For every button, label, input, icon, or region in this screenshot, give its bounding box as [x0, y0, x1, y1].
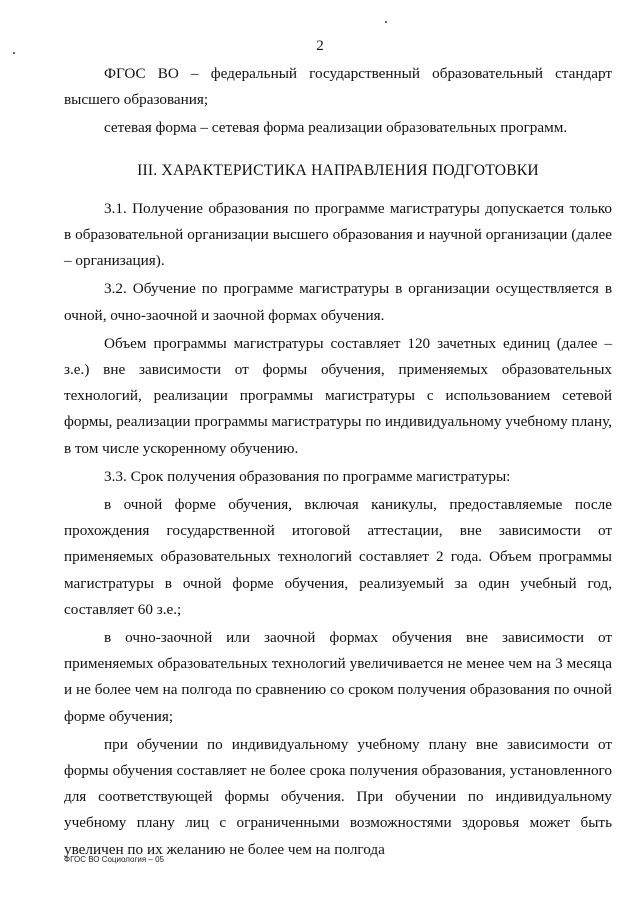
document-body — [64, 61, 612, 863]
paragraph-3-1: 3.1. Получение образования по программе магистратуры допускается только в образовательной организации высшего образования и научной организации (далее – организация). — [64, 199, 612, 270]
page-number: 2 — [316, 38, 324, 54]
definition-fgos: ФГОС ВО – федеральный государственный образовательный стандарт высшего образования; — [64, 65, 612, 109]
document-footer: ФГОС ВО Социология – 05 — [64, 855, 164, 864]
definition-network-form: сетевая форма – сетевая форма реализации образовательных программ. — [104, 119, 568, 137]
paragraph-3-2: 3.2. Обучение по программе магистратуры в организации осуществляется в очной, очно-заочной и заочной формах обучения. — [64, 280, 612, 324]
paragraph-3-3: 3.3. Срок получения образования по программе магистратуры: — [104, 467, 511, 485]
paragraph-full-time: в очной форме обучения, включая каникулы, предоставляемые после прохождения государственной итоговой аттестации, вне зависимости от применяемых образовательных технологий составляет 2 года. Объем программы магистратуры в очной форме обучения, реализуемый за один учебный год, составляет 60 з.е.; — [64, 496, 612, 618]
paragraph-volume: Объем программы магистратуры составляет 120 зачетных единиц (далее – з.е.) вне зависимости от формы обучения, применяемых образовательных технологий, реализации программы магистратуры с использованием сетевой формы, реализации программы магистратуры по индивидуальному учебному плану, в том числе ускоренному обучению. — [64, 334, 612, 457]
scan-speck — [385, 21, 387, 23]
section-heading: III. ХАРАКТЕРИСТИКА НАПРАВЛЕНИЯ ПОДГОТОВКИ — [137, 161, 539, 179]
paragraph-individual-plan: при обучении по индивидуальному учебному плану вне зависимости от формы обучения составляет не более срока получения образования, установленного для соответствующей формы обучения. При обучении по индивидуальному учебному плану лиц с ограниченными возможностями здоровья может быть увеличен по их желанию не более чем на полгода — [64, 735, 612, 858]
paragraph-part-time: в очно-заочной или заочной формах обучения вне зависимости от применяемых образовательных технологий увеличивается не менее чем на 3 месяца и не более чем на полгода по сравнению со сроком получения образования по очной форме обучения; — [64, 629, 612, 725]
